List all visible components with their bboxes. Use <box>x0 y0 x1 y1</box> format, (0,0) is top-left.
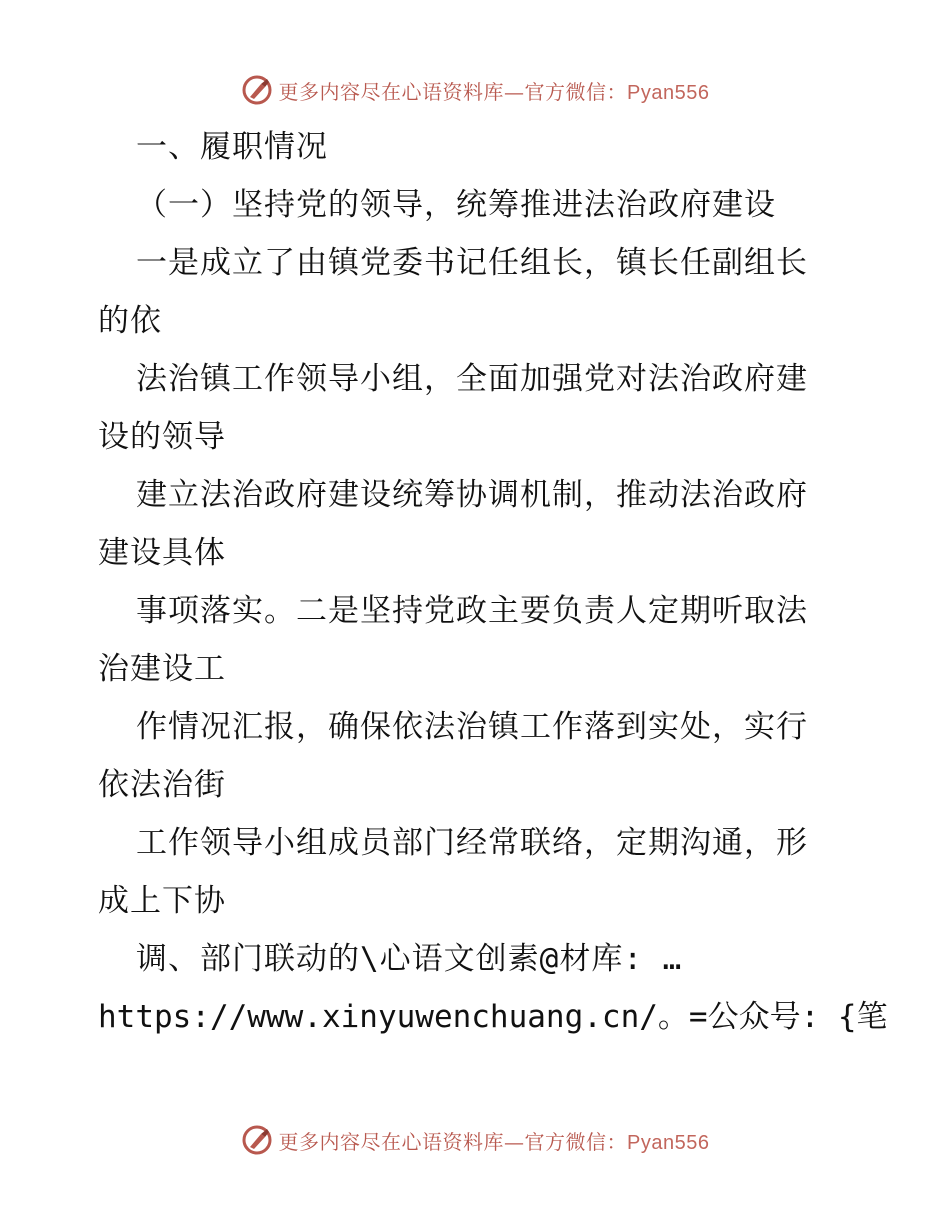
paragraph-line: 的依 <box>98 303 162 339</box>
paragraph-line: 调、部门联动的\心语文创素@材库: … <box>136 941 683 977</box>
document-body <box>98 118 888 1046</box>
subsection-heading: （一）坚持党的领导，统筹推进法治政府建设 <box>136 187 776 223</box>
section-heading: 一、履职情况 <box>136 129 328 165</box>
pen-logo-icon <box>241 1124 273 1156</box>
watermark-id: Pyan556 <box>627 81 710 104</box>
watermark-id: Pyan556 <box>627 1131 710 1154</box>
footer-watermark <box>0 1120 950 1160</box>
paragraph-line: 一是成立了由镇党委书记任组长，镇长任副组长 <box>136 245 808 281</box>
paragraph-line: 设的领导 <box>98 419 226 455</box>
header-watermark <box>0 70 950 110</box>
paragraph-line: 事项落实。二是坚持党政主要负责人定期听取法 <box>136 593 808 629</box>
paragraph-line: 工作领导小组成员部门经常联络，定期沟通，形 <box>136 825 808 861</box>
url-line: https://www.xinyuwenchuang.cn/。=公众号: {笔 <box>98 999 888 1035</box>
watermark-text: 更多内容尽在心语资料库—官方微信：Pyan556 <box>278 1129 710 1154</box>
paragraph-line: 依法治街 <box>98 767 226 803</box>
watermark-text: 更多内容尽在心语资料库—官方微信：Pyan556 <box>278 79 710 104</box>
pen-logo-icon <box>241 74 273 106</box>
paragraph-line: 法治镇工作领导小组，全面加强党对法治政府建 <box>136 361 808 397</box>
paragraph-line: 治建设工 <box>98 651 226 687</box>
paragraph-line: 建设具体 <box>98 535 226 571</box>
paragraph-line: 建立法治政府建设统筹协调机制，推动法治政府 <box>136 477 808 513</box>
paragraph-line: 成上下协 <box>98 883 226 919</box>
paragraph-line: 作情况汇报，确保依法治镇工作落到实处，实行 <box>136 709 808 745</box>
